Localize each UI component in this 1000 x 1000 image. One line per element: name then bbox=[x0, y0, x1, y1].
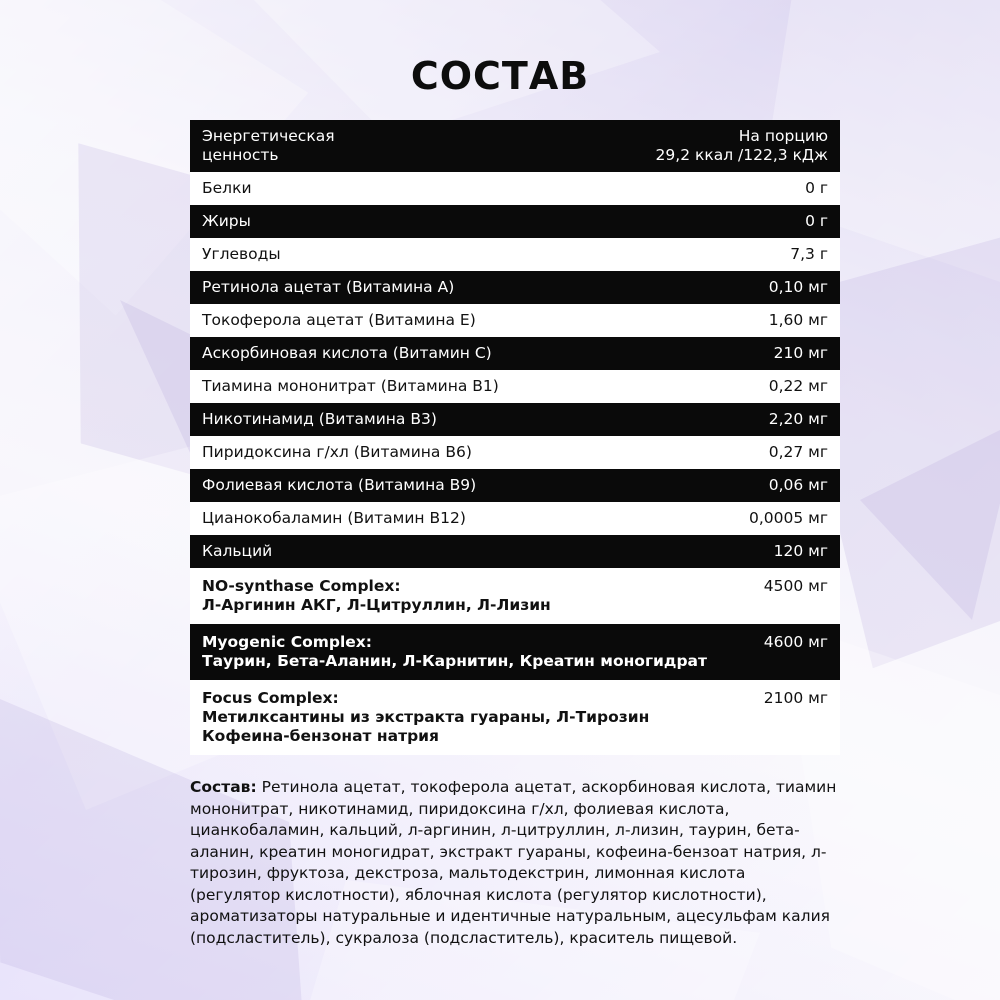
row-value bbox=[790, 245, 828, 264]
row-label-line: Энергетическая bbox=[202, 127, 335, 145]
row-label bbox=[202, 311, 490, 330]
row-label bbox=[202, 410, 451, 429]
row-label-line: NO-synthase Complex: bbox=[202, 577, 401, 595]
row-value-line: 2100 мг bbox=[763, 689, 828, 707]
row-value-line: 0,06 мг bbox=[768, 476, 828, 494]
row-label bbox=[202, 577, 565, 615]
row-value-line: 4500 мг bbox=[763, 577, 828, 595]
table-row bbox=[190, 205, 840, 238]
row-label-line: ценность bbox=[202, 146, 279, 164]
row-label-line: Ретинола ацетат (Витамина А) bbox=[202, 278, 455, 296]
row-label-line: Белки bbox=[202, 179, 252, 197]
row-label bbox=[202, 509, 480, 528]
row-value bbox=[769, 443, 828, 462]
row-value-line: 210 мг bbox=[773, 344, 828, 362]
row-value-line: 2,20 мг bbox=[768, 410, 828, 428]
row-label-line: Цианокобаламин (Витамин В12) bbox=[202, 509, 466, 527]
row-value-line: 0 г bbox=[805, 212, 828, 230]
table-row bbox=[190, 337, 840, 370]
table-row bbox=[190, 535, 840, 568]
row-label-line: Пиридоксина г/хл (Витамина В6) bbox=[202, 443, 472, 461]
row-label bbox=[202, 476, 490, 495]
table-row bbox=[190, 304, 840, 337]
table-row bbox=[190, 568, 840, 624]
row-label-line: Myogenic Complex: bbox=[202, 633, 373, 651]
row-value bbox=[749, 509, 828, 528]
row-label-line: Л-Аргинин АКГ, Л-Цитруллин, Л-Лизин bbox=[202, 596, 551, 614]
row-value bbox=[769, 476, 828, 495]
table-row bbox=[190, 238, 840, 271]
ingredients-heading: Состав: bbox=[190, 778, 257, 796]
row-value bbox=[769, 377, 828, 396]
row-label bbox=[202, 179, 266, 198]
ingredients-text: Ретинола ацетат, токоферола ацетат, аскорбиновая кислота, тиамин мононитрат, никотинамид, пиридоксина г/хл, фолиевая кислота, цианкобаламин, кальций, л-аргинин, л-цитруллин, л-лизин, таурин, бета-аланин, креатин моногидрат, экстракт гуараны, кофеина-бензоат натрия, л-тирозин, фруктоза, декстроза, мальтодекстрин, лимонная кислота (регулятор кислотности), яблочная кислота (регулятор кислотности), ароматизаторы натуральные и идентичные натуральным, ацесульфам калия (подсластитель), сукралоза (подсластитель), краситель пищевой. bbox=[190, 778, 837, 947]
ingredients-paragraph bbox=[190, 777, 840, 949]
row-label-line: Кальций bbox=[202, 542, 273, 560]
nutrition-table bbox=[190, 120, 840, 755]
row-label-line: Кофеина-бензонат натрия bbox=[202, 727, 439, 745]
row-value bbox=[764, 633, 828, 652]
row-label bbox=[202, 127, 349, 165]
row-label-line: Метилксантины из экстракта гуараны, Л-Тирозин bbox=[202, 708, 650, 726]
row-value bbox=[805, 212, 828, 231]
row-label bbox=[202, 377, 513, 396]
row-label bbox=[202, 443, 486, 462]
table-row bbox=[190, 502, 840, 535]
page-title: СОСТАВ bbox=[410, 54, 590, 98]
row-label bbox=[202, 542, 286, 561]
row-value-line: 0,27 мг bbox=[768, 443, 828, 461]
row-label bbox=[202, 245, 295, 264]
row-value-line: 29,2 ккал /122,3 кДж bbox=[655, 146, 828, 164]
row-label bbox=[202, 633, 721, 671]
row-value-line: 4600 мг bbox=[763, 633, 828, 651]
row-value bbox=[774, 344, 828, 363]
row-label-line: Фолиевая кислота (Витамина В9) bbox=[202, 476, 477, 494]
row-value bbox=[764, 689, 828, 708]
row-value bbox=[805, 179, 828, 198]
row-label-line: Углеводы bbox=[202, 245, 281, 263]
row-label bbox=[202, 344, 506, 363]
table-row bbox=[190, 436, 840, 469]
row-label-line: Таурин, Бета-Аланин, Л-Карнитин, Креатин моногидрат bbox=[202, 652, 707, 670]
row-value bbox=[774, 542, 828, 561]
row-value-line: 0,10 мг bbox=[768, 278, 828, 296]
row-value bbox=[656, 127, 828, 165]
row-value-line: На порцию bbox=[738, 127, 828, 145]
row-label-line: Аскорбиновая кислота (Витамин С) bbox=[202, 344, 492, 362]
row-label-line: Никотинамид (Витамина В3) bbox=[202, 410, 437, 428]
table-row bbox=[190, 370, 840, 403]
table-row bbox=[190, 624, 840, 680]
row-label bbox=[202, 278, 468, 297]
row-value-line: 7,3 г bbox=[790, 245, 828, 263]
row-value-line: 120 мг bbox=[773, 542, 828, 560]
row-value bbox=[769, 278, 828, 297]
row-value-line: 1,60 мг bbox=[768, 311, 828, 329]
table-row bbox=[190, 172, 840, 205]
table-row bbox=[190, 469, 840, 502]
row-label bbox=[202, 689, 663, 746]
table-row bbox=[190, 271, 840, 304]
table-row bbox=[190, 120, 840, 172]
row-value bbox=[764, 577, 828, 596]
row-label-line: Токоферола ацетат (Витамина Е) bbox=[202, 311, 476, 329]
table-row bbox=[190, 403, 840, 436]
row-label bbox=[202, 212, 265, 231]
table-row bbox=[190, 680, 840, 755]
row-value bbox=[769, 410, 828, 429]
row-value bbox=[769, 311, 828, 330]
row-value-line: 0,0005 мг bbox=[749, 509, 828, 527]
row-label-line: Тиамина мононитрат (Витамина В1) bbox=[202, 377, 499, 395]
row-value-line: 0 г bbox=[805, 179, 828, 197]
row-label-line: Focus Complex: bbox=[202, 689, 339, 707]
row-label-line: Жиры bbox=[202, 212, 251, 230]
row-value-line: 0,22 мг bbox=[768, 377, 828, 395]
